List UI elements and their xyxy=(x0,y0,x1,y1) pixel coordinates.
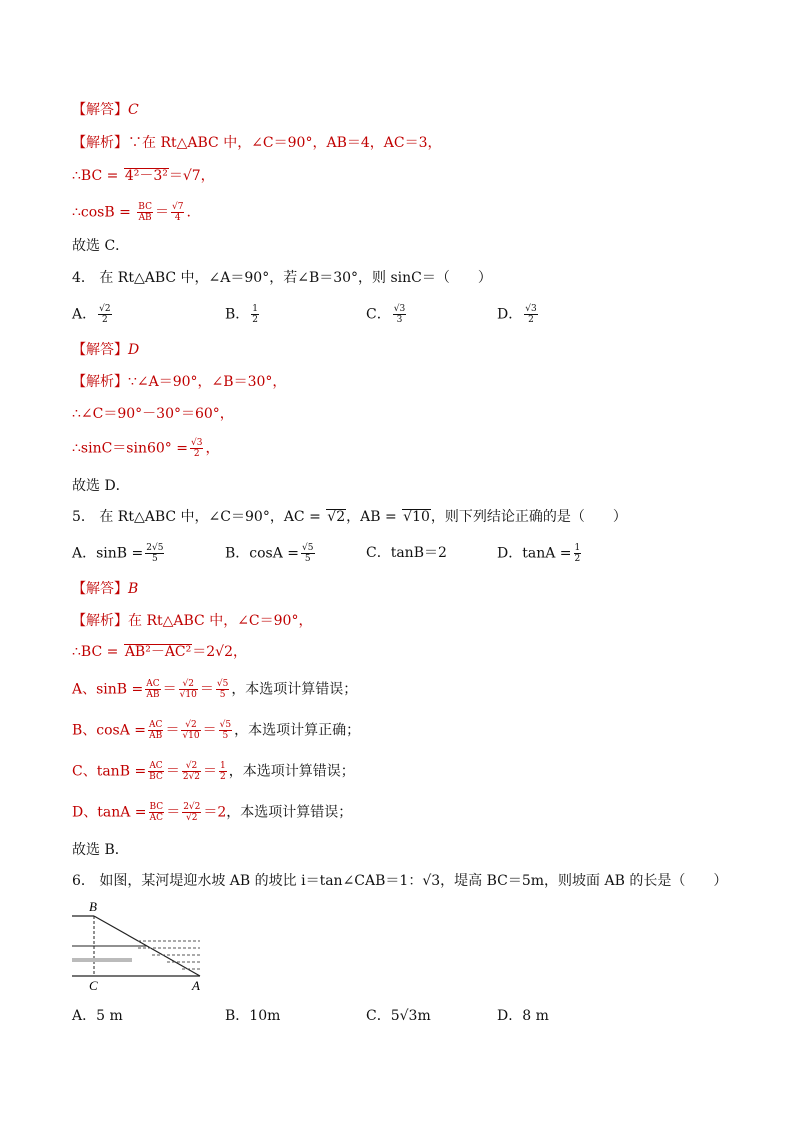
q5-bc-line: ∴BC = AB²－AC²＝2√2， xyxy=(72,644,248,660)
q4-analysis-line: 【解析】∵∠A＝90°，∠B＝30°， xyxy=(72,374,287,390)
q3-bc-prefix: ∴BC = xyxy=(72,168,119,184)
q5-item-a: A、sinB = $\frac{AC}{AB}$ ＝ $\frac{√2}{√10}$ ＝ $\frac{√5}{5}$ ，本选项计算错误； xyxy=(72,679,358,700)
embankment-diagram xyxy=(72,898,212,997)
answer-value: C xyxy=(128,102,139,118)
q4-conclusion: 故选 D． xyxy=(72,478,130,494)
q5-item-d: D、tanA = $\frac{BC}{AC}$ ＝ $\frac{2√2}{√2}$ ＝2，本选项计算错误； xyxy=(72,802,353,823)
q3-conclusion: 故选 C． xyxy=(72,238,130,254)
q3-analysis-line xyxy=(72,133,442,153)
q4-answer-line: 【解答】D xyxy=(72,342,140,358)
q3-answer-line xyxy=(72,100,139,120)
q3-bc-radicand: 4²－3² xyxy=(124,168,168,184)
q5-option-d: D．tanA = $\frac{1}{2}$ xyxy=(497,543,581,564)
answer-tag: 【解答】 xyxy=(72,102,128,118)
q3-bc-result: ＝√7， xyxy=(168,168,215,184)
q3-cos-line: ∴cosB = $\frac{BC}{AB}$ ＝ $\frac{√7}{4}$ . xyxy=(72,202,191,223)
q4-option-c: C． $\frac{√3}{3}$ xyxy=(366,304,406,325)
q5-stem: 5． 在 Rt△ABC 中，∠C＝90°，AC = √2，AB = √10，则下列结论正确的是（ ） xyxy=(72,509,627,525)
q5-option-a: A．sinB = $\frac{2√5}{5}$ xyxy=(72,543,164,564)
analysis-text: ∵在 Rt△ABC 中，∠C＝90°，AB＝4，AC＝3， xyxy=(128,135,442,151)
label-c: C xyxy=(89,978,98,993)
q3-cos-prefix: ∴cosB = xyxy=(72,204,131,221)
q5-option-b: B．cosA = $\frac{√5}{5}$ xyxy=(225,543,314,564)
q5-item-b: B、cosA = $\frac{AC}{AB}$ ＝ $\frac{√2}{√10}$ ＝ $\frac{√5}{5}$ ，本选项计算正确； xyxy=(72,720,361,741)
q6-option-d: D．8 m xyxy=(497,1008,549,1024)
q5-option-c: C．tanB＝2 xyxy=(366,545,447,561)
q5-conclusion: 故选 B． xyxy=(72,842,129,858)
q6-stem: 6． 如图，某河堤迎水坡 AB 的坡比 i＝tan∠CAB＝1：√3，堤高 BC＝5m，则坡面 AB 的长是（ ） xyxy=(72,873,728,889)
q4-option-d: D． $\frac{√3}{2}$ xyxy=(497,304,537,325)
q3-cos-frac2: $\frac{√7}{4}$ xyxy=(171,202,184,223)
q5-answer-line: 【解答】B xyxy=(72,581,139,597)
q4-stem: 4． 在 Rt△ABC 中，∠A＝90°，若∠B＝30°，则 sinC＝（ ） xyxy=(72,270,492,286)
q4-sin-line: ∴sinC＝sin60° = $\frac{√3}{2}$ ， xyxy=(72,438,220,459)
q3-cos-frac1: $\frac{BC}{AB}$ xyxy=(138,202,152,223)
q4-angle-c-line: ∴∠C＝90°－30°＝60°， xyxy=(72,406,234,422)
q5-item-c: C、tanB = $\frac{AC}{BC}$ ＝ $\frac{√2}{2√2}$ ＝ $\frac{1}{2}$ ，本选项计算错误； xyxy=(72,761,355,782)
q5-analysis-line: 【解析】在 Rt△ABC 中，∠C＝90°， xyxy=(72,613,313,629)
q6-option-c: C．5√3m xyxy=(366,1008,431,1024)
q4-option-a: A． $\frac{√2}{2}$ xyxy=(72,304,111,325)
q3-bc-line xyxy=(72,166,215,186)
label-b: B xyxy=(89,899,97,914)
q6-option-b: B．10m xyxy=(225,1008,281,1024)
q4-option-b: B． $\frac{1}{2}$ xyxy=(225,304,259,325)
embankment-figure xyxy=(72,898,212,993)
analysis-tag: 【解析】 xyxy=(72,135,128,151)
q6-option-a: A．5 m xyxy=(72,1008,123,1024)
label-a: A xyxy=(192,978,200,993)
